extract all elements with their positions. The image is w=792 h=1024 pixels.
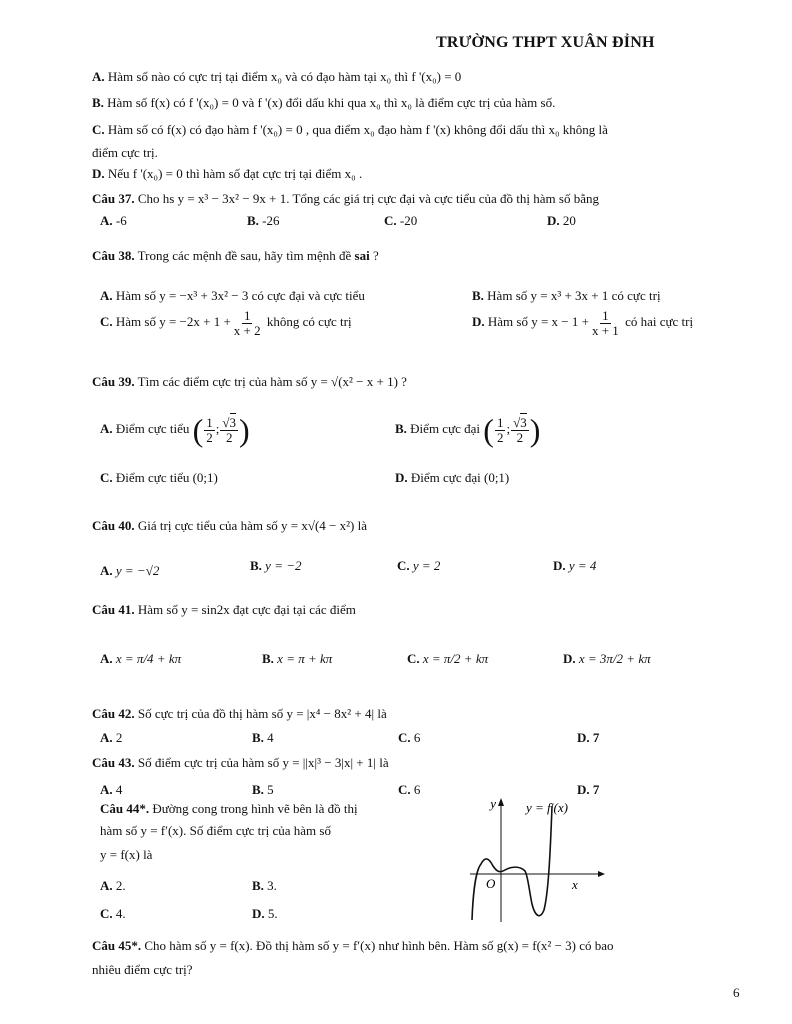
- question-40: Câu 40. Giá trị cực tiểu của hàm số y = x√(4 − x²) là: [92, 518, 367, 533]
- q37-option-b: B. -26: [247, 213, 280, 228]
- prev-option-b: B. Hàm số f(x) có f '(x₀) = 0 và f '(x) đổi dấu khi qua x₀ thì x₀ là điểm cực trị của hàm số.: [92, 95, 556, 110]
- question-45-line2: nhiêu điểm cực trị?: [92, 962, 193, 977]
- prev-option-c-cont: điểm cực trị.: [92, 145, 158, 160]
- question-39: Câu 39. Tìm các điểm cực trị của hàm số y = √(x² − x + 1) ?: [92, 374, 407, 389]
- q44-option-d: D. 5.: [252, 906, 278, 921]
- q43-option-d: D. 7: [577, 782, 600, 797]
- q38-option-b: B. Hàm số y = x³ + 3x + 1 có cực trị: [472, 288, 661, 303]
- question-44-line2: hàm số y = f′(x). Số điểm cực trị của hàm số: [100, 823, 331, 838]
- axis-x-label: x: [572, 877, 578, 892]
- question-38: Câu 38. Trong các mệnh đề sau, hãy tìm mệnh đề sai ?: [92, 248, 379, 263]
- q42-option-c: C. 6: [398, 730, 421, 745]
- q40-option-d: D. y = 4: [553, 558, 597, 573]
- q39-option-b: B. Điểm cực đại ( $\frac{1}{2}$ ; $\frac{√3}{2}$ ): [395, 412, 541, 448]
- q41-option-c: C. x = π/2 + kπ: [407, 651, 489, 666]
- q42-option-b: B. 4: [252, 730, 274, 745]
- q40-option-b: B. y = −2: [250, 558, 302, 573]
- axis-y-label: y: [490, 796, 496, 811]
- q39-option-a: A. Điểm cực tiểu ( $\frac{1}{2}$ ; $\frac{√3}{2}$ ): [100, 412, 250, 448]
- q41-option-b: B. x = π + kπ: [262, 651, 333, 666]
- question-44: Câu 44*. Đường cong trong hình vẽ bên là đồ thị: [100, 801, 358, 816]
- q42-option-d: D. 7: [577, 730, 600, 745]
- q43-option-b: B. 5: [252, 782, 274, 797]
- q44-option-b: B. 3.: [252, 878, 277, 893]
- q43-option-a: A. 4: [100, 782, 123, 797]
- q40-option-a: A. y = −√2: [100, 563, 160, 578]
- question-45: Câu 45*. Cho hàm số y = f(x). Đồ thị hàm số y = f′(x) như hình bên. Hàm số g(x) = f(x² − 3) có bao: [92, 938, 614, 953]
- q41-option-d: D. x = 3π/2 + kπ: [563, 651, 651, 666]
- y-axis-arrow: [498, 798, 504, 806]
- question-43: Câu 43. Số điểm cực trị của hàm số y = ||x|³ − 3|x| + 1| là: [92, 755, 389, 770]
- q37-option-a: A. -6: [100, 213, 127, 228]
- prev-option-a: A. Hàm số nào có cực trị tại điểm x₀ và có đạo hàm tại x₀ thì f '(x₀) = 0: [92, 69, 462, 84]
- question-44-line3: y = f(x) là: [100, 847, 153, 862]
- q38-option-a: A. Hàm số y = −x³ + 3x² − 3 có cực đại và cực tiểu: [100, 288, 365, 303]
- q44-option-c: C. 4.: [100, 906, 126, 921]
- derivative-graph: [460, 792, 610, 924]
- question-42: Câu 42. Số cực trị của đồ thị hàm số y = |x⁴ − 8x² + 4| là: [92, 706, 387, 721]
- q39-option-d: D. Điểm cực đại (0;1): [395, 470, 510, 485]
- prev-option-c: C. Hàm số có f(x) có đạo hàm f '(x₀) = 0 , qua điểm x₀ đạo hàm f '(x) không đổi dấu thì x₀ không là: [92, 122, 608, 137]
- school-header: TRƯỜNG THPT XUÂN ĐỈNH: [436, 34, 655, 51]
- q42-option-a: A. 2: [100, 730, 123, 745]
- q41-option-a: A. x = π/4 + kπ: [100, 651, 182, 666]
- x-axis-arrow: [598, 871, 605, 877]
- question-41: Câu 41. Hàm số y = sin2x đạt cực đại tại các điểm: [92, 602, 356, 617]
- q38-option-c: C. Hàm số y = −2x + 1 + $\frac{1}{x + 2}$ không có cực trị: [100, 308, 352, 338]
- question-37: Câu 37. Cho hs y = x³ − 3x² − 9x + 1. Tổng các giá trị cực đại và cực tiểu của đồ thị hàm số bằng: [92, 191, 599, 206]
- q43-option-c: C. 6: [398, 782, 421, 797]
- page-number: 6: [733, 985, 740, 1000]
- q37-option-d: D. 20: [547, 213, 576, 228]
- q38-option-d: D. Hàm số y = x − 1 + $\frac{1}{x + 1}$ có hai cực trị: [472, 308, 694, 338]
- curve-label: y = f′(x): [526, 800, 568, 815]
- q44-option-a: A. 2.: [100, 878, 126, 893]
- curve-f-prime: [472, 806, 552, 920]
- q37-option-c: C. -20: [384, 213, 418, 228]
- q40-option-c: C. y = 2: [397, 558, 441, 573]
- fraction: $\frac{1}{x + 2}$: [233, 308, 261, 338]
- fraction: $\frac{1}{x + 1}$: [591, 308, 619, 338]
- origin-label: O: [486, 876, 496, 891]
- prev-option-d: D. Nếu f '(x₀) = 0 thì hàm số đạt cực trị tại điểm x₀ .: [92, 166, 363, 181]
- q39-option-c: C. Điểm cực tiểu (0;1): [100, 470, 218, 485]
